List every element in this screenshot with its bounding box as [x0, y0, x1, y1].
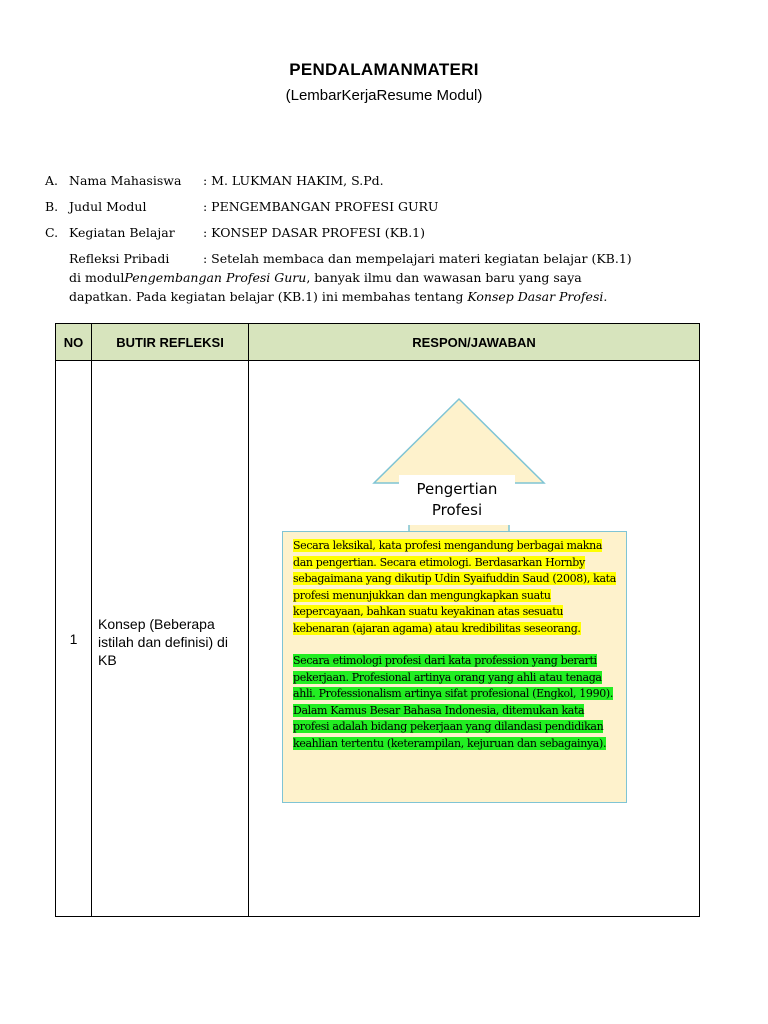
table-row	[56, 361, 700, 917]
info-value: : KONSEP DASAR PROFESI (KB.1)	[203, 225, 426, 240]
cell-no: 1	[56, 361, 92, 917]
page-subtitle: (LembarKerjaResume Modul)	[285, 87, 483, 104]
info-letter: B.	[45, 199, 59, 214]
header-butir: BUTIR REFLEKSI	[92, 324, 249, 361]
refleksi-line3	[69, 287, 649, 306]
header-respon: RESPON/JAWABAN	[249, 324, 700, 361]
highlighted-text: Secara leksikal, kata profesi mengandung berbagai makna dan pengertian. Secara etimologi. Berdasarkan Hornby sebagaimana yang dikutip Udin Syaifuddin Saud (2008), kata profesi menunjukkan dan mengungkapkan suatu kepercayaan, bahkan suatu keyakinan atas sesuatu kebenaran (ajaran agama) atau kredibilitas seseorang.	[293, 539, 616, 635]
info-value: : M. LUKMAN HAKIM, S.Pd.	[203, 173, 384, 188]
cell-respon	[249, 361, 700, 917]
refleksi-text: di modul	[69, 270, 125, 285]
header-no: NO	[56, 324, 92, 361]
reflection-table	[55, 323, 700, 917]
info-letter: A.	[45, 173, 59, 188]
info-letter: C.	[45, 225, 59, 240]
refleksi-label: Refleksi Pribadi	[69, 251, 170, 266]
page-title: PENDALAMANMATERI	[289, 60, 479, 79]
info-label: Judul Modul	[69, 199, 147, 214]
highlighted-text: Secara etimologi profesi dari kata profession yang berarti pekerjaan. Profesional artinya orang yang ahli atau tenaga ahli. Professionalism artinya sifat profesional (Engkol, 1990). Dalam Kamus Besar Bahasa Indonesia, ditemukan kata profesi adalah bidang pekerjaan yang dilandasi pendidikan keahlian tertentu (keterampilan, kejuruan dan sebagainya).	[293, 654, 613, 750]
refleksi-topic: Konsep Dasar Profesi.	[467, 289, 608, 304]
definition-paragraph-1	[293, 538, 616, 637]
cell-butir: Konsep (Beberapa istilah dan definisi) di KB	[92, 361, 249, 917]
info-value: : PENGEMBANGAN PROFESI GURU	[203, 199, 439, 214]
diagram-label: Pengertian Profesi	[399, 475, 515, 525]
table-header-row	[56, 324, 700, 361]
info-label: Nama Mahasiswa	[69, 173, 182, 188]
definition-box	[282, 531, 627, 803]
refleksi-text: dapatkan. Pada kegiatan belajar (KB.1) ini membahas tentang	[69, 289, 468, 304]
refleksi-line2	[69, 268, 649, 287]
info-label: Kegiatan Belajar	[69, 225, 175, 240]
definition-paragraph-2	[293, 653, 616, 752]
refleksi-module-name: Pengembangan Profesi Guru	[124, 270, 307, 285]
refleksi-block	[69, 249, 649, 306]
refleksi-line1: : Setelah membaca dan mempelajari materi kegiatan belajar (KB.1)	[203, 251, 632, 266]
refleksi-text: , banyak ilmu dan wawasan baru yang saya	[306, 270, 582, 285]
